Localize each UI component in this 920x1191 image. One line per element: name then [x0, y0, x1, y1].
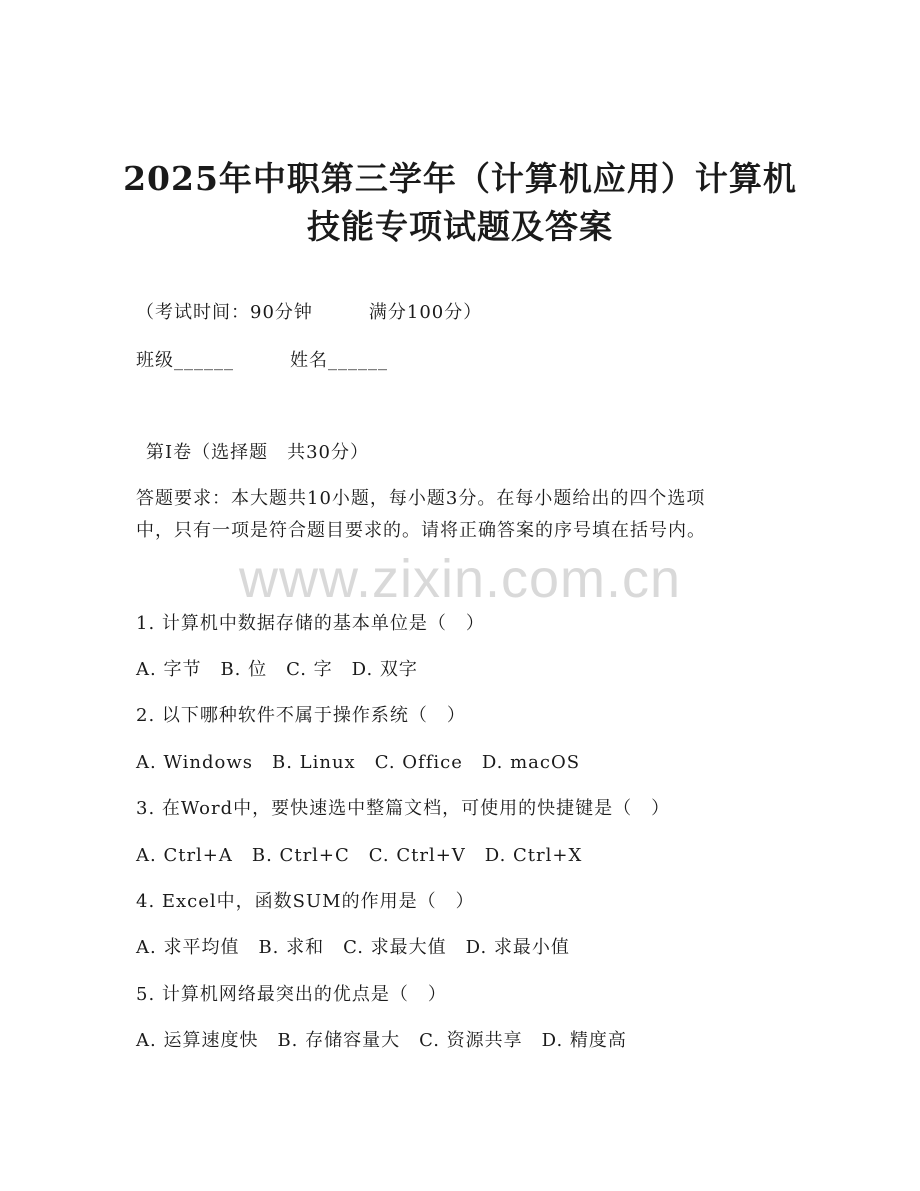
- section-heading: 第I卷（选择题 共30分）: [146, 442, 370, 463]
- class-field: 班级______: [136, 350, 234, 371]
- instruction-line1: 答题要求：本大题共10小题，每小题3分。在每小题给出的四个选项: [136, 488, 706, 509]
- question-1: 1. 计算机中数据存储的基本单位是（ ）: [136, 613, 485, 634]
- question-1-options: A. 字节 B. 位 C. 字 D. 双字: [136, 659, 418, 680]
- watermark: www.zixin.com.cn: [238, 549, 682, 609]
- document-title-line2: 技能专项试题及答案: [307, 207, 613, 246]
- name-field: 姓名______: [290, 350, 388, 371]
- instruction-line2: 中，只有一项是符合题目要求的。请将正确答案的序号填在括号内。: [136, 520, 706, 541]
- question-5-options: A. 运算速度快 B. 存储容量大 C. 资源共享 D. 精度高: [136, 1030, 627, 1051]
- student-info: [136, 352, 388, 370]
- document-title-line1: 2025年中职第三学年（计算机应用）计算机: [123, 159, 797, 198]
- question-4: 4. Excel中，函数SUM的作用是（ ）: [136, 891, 475, 912]
- exam-time: （考试时间：90分钟: [136, 302, 313, 323]
- question-3-options: A. Ctrl+A B. Ctrl+C C. Ctrl+V D. Ctrl+X: [136, 845, 583, 866]
- exam-full-score: 满分100分）: [368, 302, 483, 323]
- question-4-options: A. 求平均值 B. 求和 C. 求最大值 D. 求最小值: [136, 937, 570, 958]
- question-3: 3. 在Word中，要快速选中整篇文档，可使用的快捷键是（ ）: [136, 798, 671, 819]
- question-2: 2. 以下哪种软件不属于操作系统（ ）: [136, 705, 466, 726]
- exam-info: [136, 304, 482, 322]
- question-5: 5. 计算机网络最突出的优点是（ ）: [136, 984, 447, 1005]
- question-2-options: A. Windows B. Linux C. Office D. macOS: [136, 752, 581, 773]
